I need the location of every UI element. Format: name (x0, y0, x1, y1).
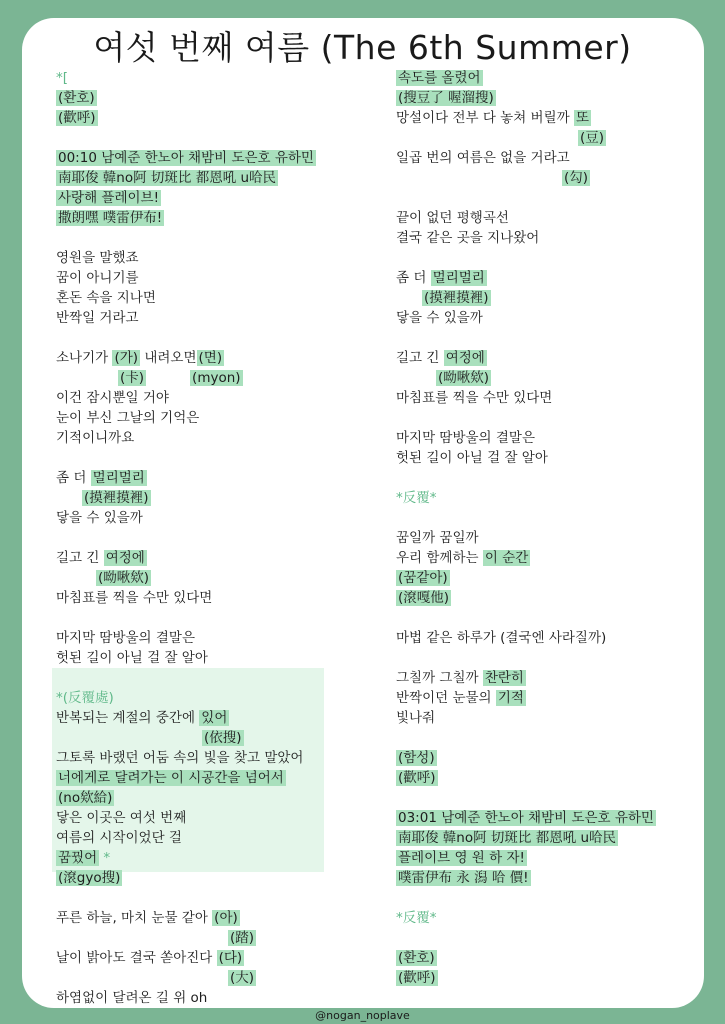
lyric-line: 기적이니까요 (56, 430, 135, 446)
lyric-line: (함성) (398, 750, 435, 766)
lyric-line: 하염없이 달려온 길 위 oh (56, 990, 208, 1006)
lyric-line: (踏) (230, 930, 255, 946)
lyric-line: 좀 더 멀리멀리 (396, 270, 485, 286)
lyric-line: 혼돈 속을 지나면 (56, 290, 156, 306)
chorus-marker: *反覆* (396, 910, 437, 926)
lyric-line: 너에게로 달려가는 이 시공간을 넘어서 (58, 770, 284, 786)
lyric-line: 영원을 말했죠 (56, 250, 139, 266)
lyric-line: 그토록 바랬던 어둠 속의 빛을 찾고 말았어 (56, 750, 304, 766)
lyric-line: 반짝일 거라고 (56, 310, 139, 326)
lyric-line: 꿈이 아니기를 (56, 270, 139, 286)
lyric-line: 속도를 올렸어 (398, 70, 481, 86)
lyric-line: 반복되는 계절의 중간에 있어 (56, 710, 228, 726)
lyric-line: (歡呼) (398, 970, 436, 986)
lyric-line: (大) (230, 970, 255, 986)
credit-handle: @nogan_noplave (315, 1009, 410, 1022)
lyric-line: (歡呼) (58, 110, 96, 126)
lyric-line: 좀 더 멀리멀리 (56, 470, 145, 486)
lyric-line: (滾gyo搜) (58, 870, 121, 886)
lyric-line: 꿈꿨어 * (58, 850, 111, 866)
lyric-line: (歡呼) (398, 770, 436, 786)
lyric-line: 결국 같은 곳을 지나왔어 (396, 230, 540, 246)
lyric-line: 꿈일까 꿈일까 (396, 530, 479, 546)
lyric-line: (摸裡摸裡) (424, 290, 489, 306)
lyric-line: 마지막 땀방울의 결말은 (396, 430, 535, 446)
lyric-line: 끝이 없던 평행곡선 (396, 210, 509, 226)
lyric-line: 망설이다 전부 다 놓쳐 버릴까 또 (396, 110, 590, 126)
lyric-line: 헛된 길이 아닐 걸 잘 알아 (396, 450, 548, 466)
lyric-line: 撒朗嘿 噗雷伊布! (58, 210, 163, 226)
lyric-line: 눈이 부신 그날의 기억은 (56, 410, 200, 426)
left-column (56, 68, 346, 1008)
lyric-line: 그칠까 그칠까 찬란히 (396, 670, 524, 686)
lyric-line: (卡) (myon) (120, 370, 241, 386)
lyric-line: 마법 같은 하루가 (결국엔 사라질까) (396, 630, 607, 646)
lyric-line: 이건 잠시뿐일 거야 (56, 390, 169, 406)
lyric-line: 푸른 하늘, 마치 눈물 같아 (아) (56, 910, 238, 926)
lyric-line: 마침표를 찍을 수만 있다면 (396, 390, 553, 406)
page-title: 여섯 번째 여름 (The 6th Summer) (93, 28, 632, 67)
lyric-line: 소나기가 (가) 내려오면 (면) (56, 350, 223, 366)
right-column (396, 68, 686, 988)
lyric-line: 마지막 땀방울의 결말은 (56, 630, 195, 646)
lyric-line: 닿을 수 있을까 (396, 310, 483, 326)
lyric-line: 사랑해 플레이브! (58, 190, 159, 206)
lyric-line: (꿈같아) (398, 570, 448, 586)
lyric-line: (呦啾欸) (98, 570, 150, 586)
lyric-line: (no欸給) (58, 790, 113, 806)
lyric-line: 빛나줘 (396, 710, 436, 726)
lyric-line: 날이 밝아도 결국 쏟아진다 (다) (56, 950, 243, 966)
lyric-line: 여름의 시작이었단 걸 (56, 830, 182, 846)
chorus-marker: *(反覆處) (56, 690, 114, 706)
lyric-line: 반짝이던 눈물의 기적 (396, 690, 524, 706)
lyric-line: 00:10 남예준 한노아 채밤비 도은호 유하민 (58, 150, 314, 166)
lyric-line: (환호) (398, 950, 435, 966)
lyric-line: 南耶俊 韓no阿 切斑比 都恩吼 u哈民 (58, 170, 277, 186)
lyric-line: (依搜) (204, 730, 242, 746)
lyric-line: 우리 함께하는 이 순간 (396, 550, 529, 566)
lyric-line: (勾) (564, 170, 589, 186)
lyric-line: 일곱 번의 여름은 없을 거라고 (396, 150, 570, 166)
lyric-line: 南耶俊 韓no阿 切斑比 都恩吼 u哈民 (398, 830, 617, 846)
lyric-line: 마침표를 찍을 수만 있다면 (56, 590, 213, 606)
lyric-line: 헛된 길이 아닐 걸 잘 알아 (56, 650, 208, 666)
chorus-marker: *反覆* (396, 490, 437, 506)
lyric-line: 길고 긴 여정에 (396, 350, 485, 366)
lyric-line: 닿을 수 있을까 (56, 510, 143, 526)
lyric-line: (搜豆了 喔溜搜) (398, 90, 494, 106)
lyric-line: 03:01 남예준 한노아 채밤비 도은호 유하민 (398, 810, 654, 826)
lyric-line: (豆) (580, 130, 605, 146)
lyric-line: (呦啾欸) (438, 370, 490, 386)
lyric-line: (摸裡摸裡) (84, 490, 149, 506)
lyric-line: (滾嘎他) (398, 590, 450, 606)
lyric-line: 噗雷伊布 永 潟 哈 價! (398, 870, 529, 886)
lyric-line: 길고 긴 여정에 (56, 550, 145, 566)
lyric-line: 닿은 이곳은 여섯 번째 (56, 810, 187, 826)
lyric-line: *[ (56, 70, 69, 86)
lyric-line: (환호) (58, 90, 95, 106)
lyric-line: 플레이브 영 원 하 자! (398, 850, 525, 866)
